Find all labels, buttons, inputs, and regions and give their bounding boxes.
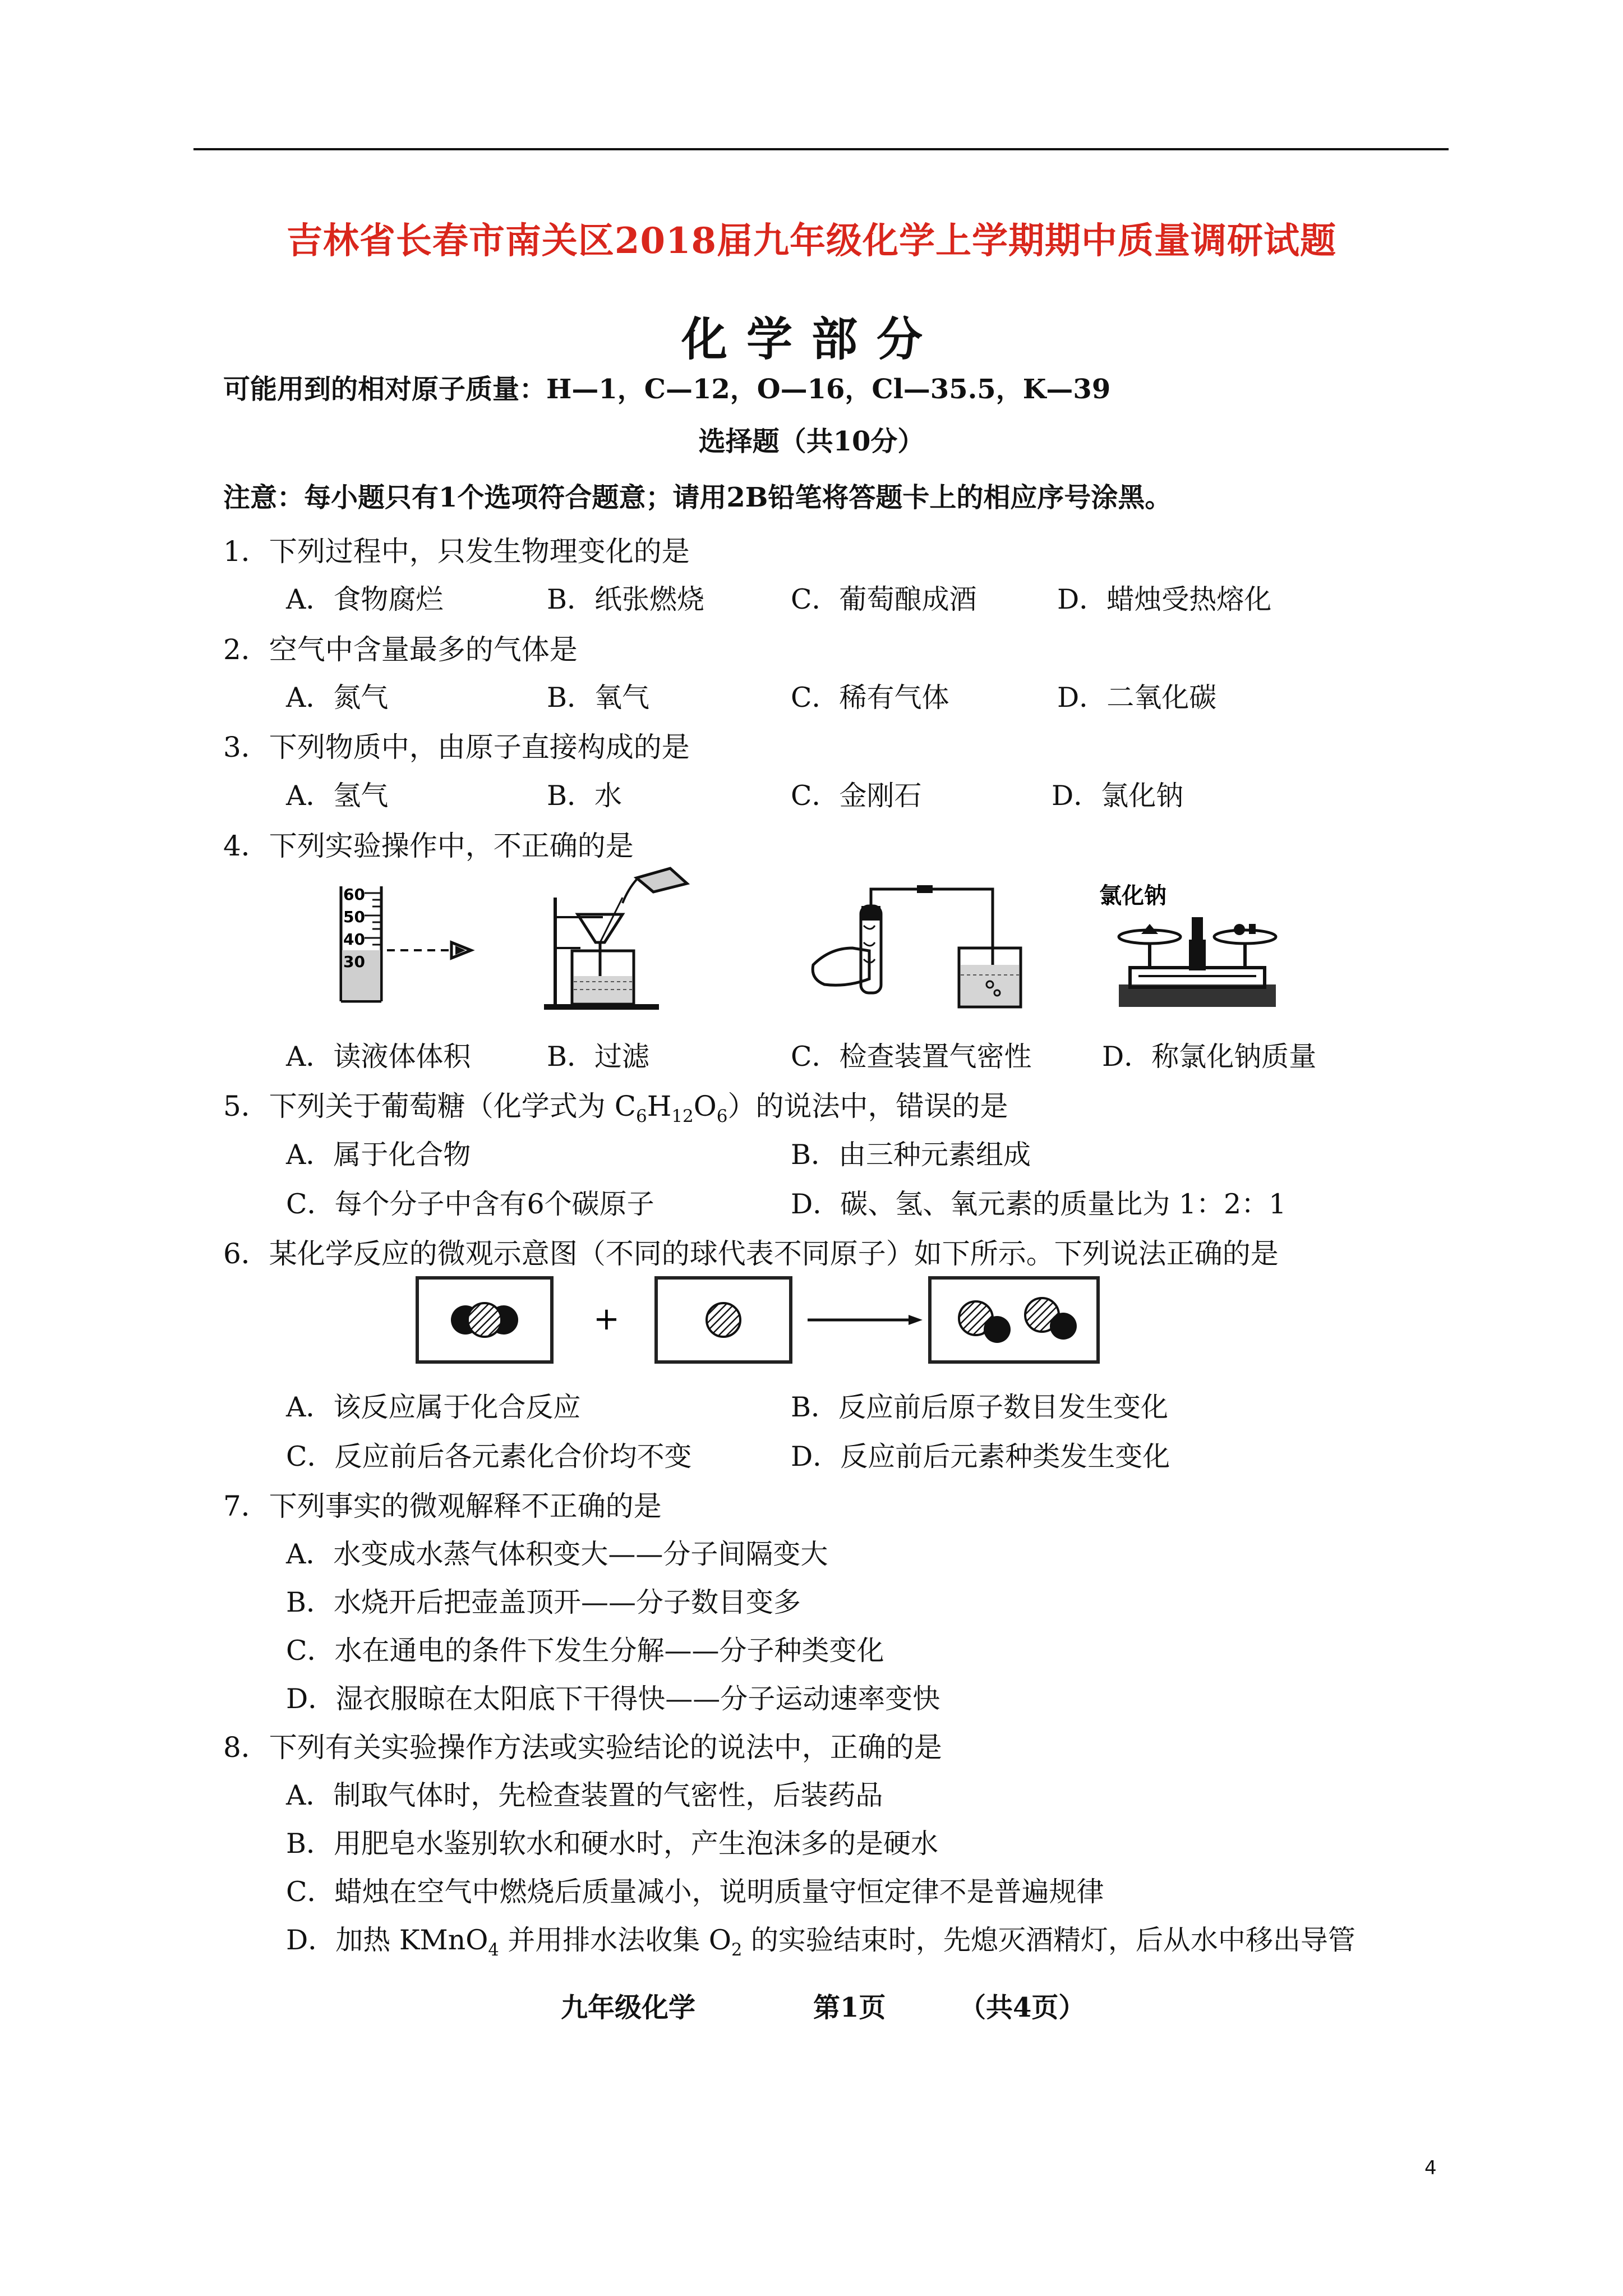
q1-option-b: B．纸张燃烧: [547, 583, 705, 615]
q6-option-c: C．反应前后各元素化合价均不变: [286, 1441, 692, 1473]
figure-read-liquid-volume: [331, 881, 494, 1010]
q4-option-a: A．读液体体积: [286, 1041, 471, 1073]
atomic-masses: 可能用到的相对原子质量：H—1，C—12，O—16，Cl—35.5，K—39: [223, 374, 1111, 405]
q8-option-a: A．制取气体时，先检查装置的气密性，后装药品: [286, 1779, 883, 1811]
footer-total-pages: （共4页）: [959, 1992, 1086, 2023]
part-heading: 选择题（共10分）: [698, 426, 925, 457]
q6-option-a: A．该反应属于化合反应: [286, 1391, 581, 1423]
q3-option-b: B．水: [547, 780, 623, 812]
question-1-stem: 1．下列过程中，只发生物理变化的是: [223, 535, 690, 568]
balance-label: 氯化钠: [1099, 882, 1166, 909]
figure-weigh-sodium-chloride: [1096, 878, 1298, 1013]
q7-option-d: D．湿衣服晾在太阳底下干得快——分子运动速率变快: [286, 1683, 940, 1715]
q4-option-b: B．过滤: [547, 1041, 650, 1073]
cylinder-tick-30: 30: [343, 953, 365, 971]
q4-option-c: C．检查装置气密性: [791, 1041, 1032, 1073]
question-5-stem: 5．下列关于葡萄糖（化学式为 $C_6H_{12}O_6$）的说法中，错误的是: [223, 1090, 1008, 1126]
question-6-stem: 6．某化学反应的微观示意图（不同的球代表不同原子）如下所示。下列说法正确的是: [223, 1237, 1279, 1270]
q3-option-d: D．氯化钠: [1052, 780, 1184, 812]
reaction-diagram: [415, 1273, 1122, 1369]
instruction-note: 注意：每小题只有1个选项符合题意；请用2B铅笔将答题卡上的相应序号涂黑。: [223, 482, 1172, 513]
q6-option-b: B．反应前后原子数目发生变化: [791, 1391, 1169, 1423]
q7-option-b: B．水烧开后把壶盖顶开——分子数目变多: [286, 1586, 801, 1618]
section-title: 化学部分: [681, 312, 942, 366]
question-4-stem: 4．下列实验操作中，不正确的是: [223, 830, 634, 862]
q2-option-c: C．稀有气体: [791, 682, 949, 714]
q1-option-a: A．食物腐烂: [286, 583, 444, 615]
question-8-stem: 8．下列有关实验操作方法或实验结论的说法中，正确的是: [223, 1731, 942, 1764]
q6-option-d: D．反应前后元素种类发生变化: [791, 1441, 1170, 1473]
q5-option-d: D．碳、氢、氧元素的质量比为 1：2：1: [791, 1188, 1287, 1220]
q5-option-c: C．每个分子中含有6个碳原子: [286, 1188, 654, 1220]
q7-option-c: C．水在通电的条件下发生分解——分子种类变化: [286, 1635, 884, 1667]
q3-option-a: A．氢气: [286, 780, 389, 812]
footer-subject: 九年级化学: [561, 1992, 696, 2023]
cylinder-tick-50: 50: [343, 908, 365, 926]
figure-filtration: [538, 864, 723, 1015]
footer-page: 第1页: [813, 1992, 886, 2023]
question-3-stem: 3．下列物质中，由原子直接构成的是: [223, 731, 690, 763]
q3-option-c: C．金刚石: [791, 780, 922, 812]
cylinder-tick-60: 60: [343, 885, 365, 904]
question-2-stem: 2．空气中含量最多的气体是: [223, 633, 578, 666]
header-rule: [193, 148, 1449, 150]
q1-option-c: C．葡萄酿成酒: [791, 583, 977, 615]
q8-option-d: D．加热 KMnO$_4$ 并用排水法收集 $O_2$ 的实验结束时，先熄灭酒精灯，后从水中移出导管: [286, 1924, 1355, 1960]
q2-option-b: B．氧气: [547, 682, 650, 714]
cylinder-tick-40: 40: [343, 930, 365, 949]
q1-option-d: D．蜡烛受热熔化: [1057, 583, 1272, 615]
question-7-stem: 7．下列事实的微观解释不正确的是: [223, 1490, 662, 1522]
q7-option-a: A．水变成水蒸气体积变大——分子间隔变大: [286, 1538, 828, 1570]
q2-option-d: D．二氧化碳: [1057, 682, 1217, 714]
document-title: 吉林省长春市南关区2018届九年级化学上学期期中质量调研试题: [286, 220, 1337, 262]
q8-option-b: B．用肥皂水鉴别软水和硬水时，产生泡沫多的是硬水: [286, 1828, 939, 1860]
q8-option-c: C．蜡烛在空气中燃烧后质量减小，说明质量守恒定律不是普遍规律: [286, 1876, 1104, 1908]
figure-check-airtightness: [808, 881, 1049, 1015]
q5-option-b: B．由三种元素组成: [791, 1139, 1031, 1171]
q2-option-a: A．氮气: [286, 682, 389, 714]
plus-sign: +: [593, 1301, 620, 1337]
q5-option-a: A．属于化合物: [286, 1139, 471, 1171]
page-number: 4: [1424, 2157, 1437, 2179]
q4-option-d: D．称氯化钠质量: [1102, 1041, 1317, 1073]
